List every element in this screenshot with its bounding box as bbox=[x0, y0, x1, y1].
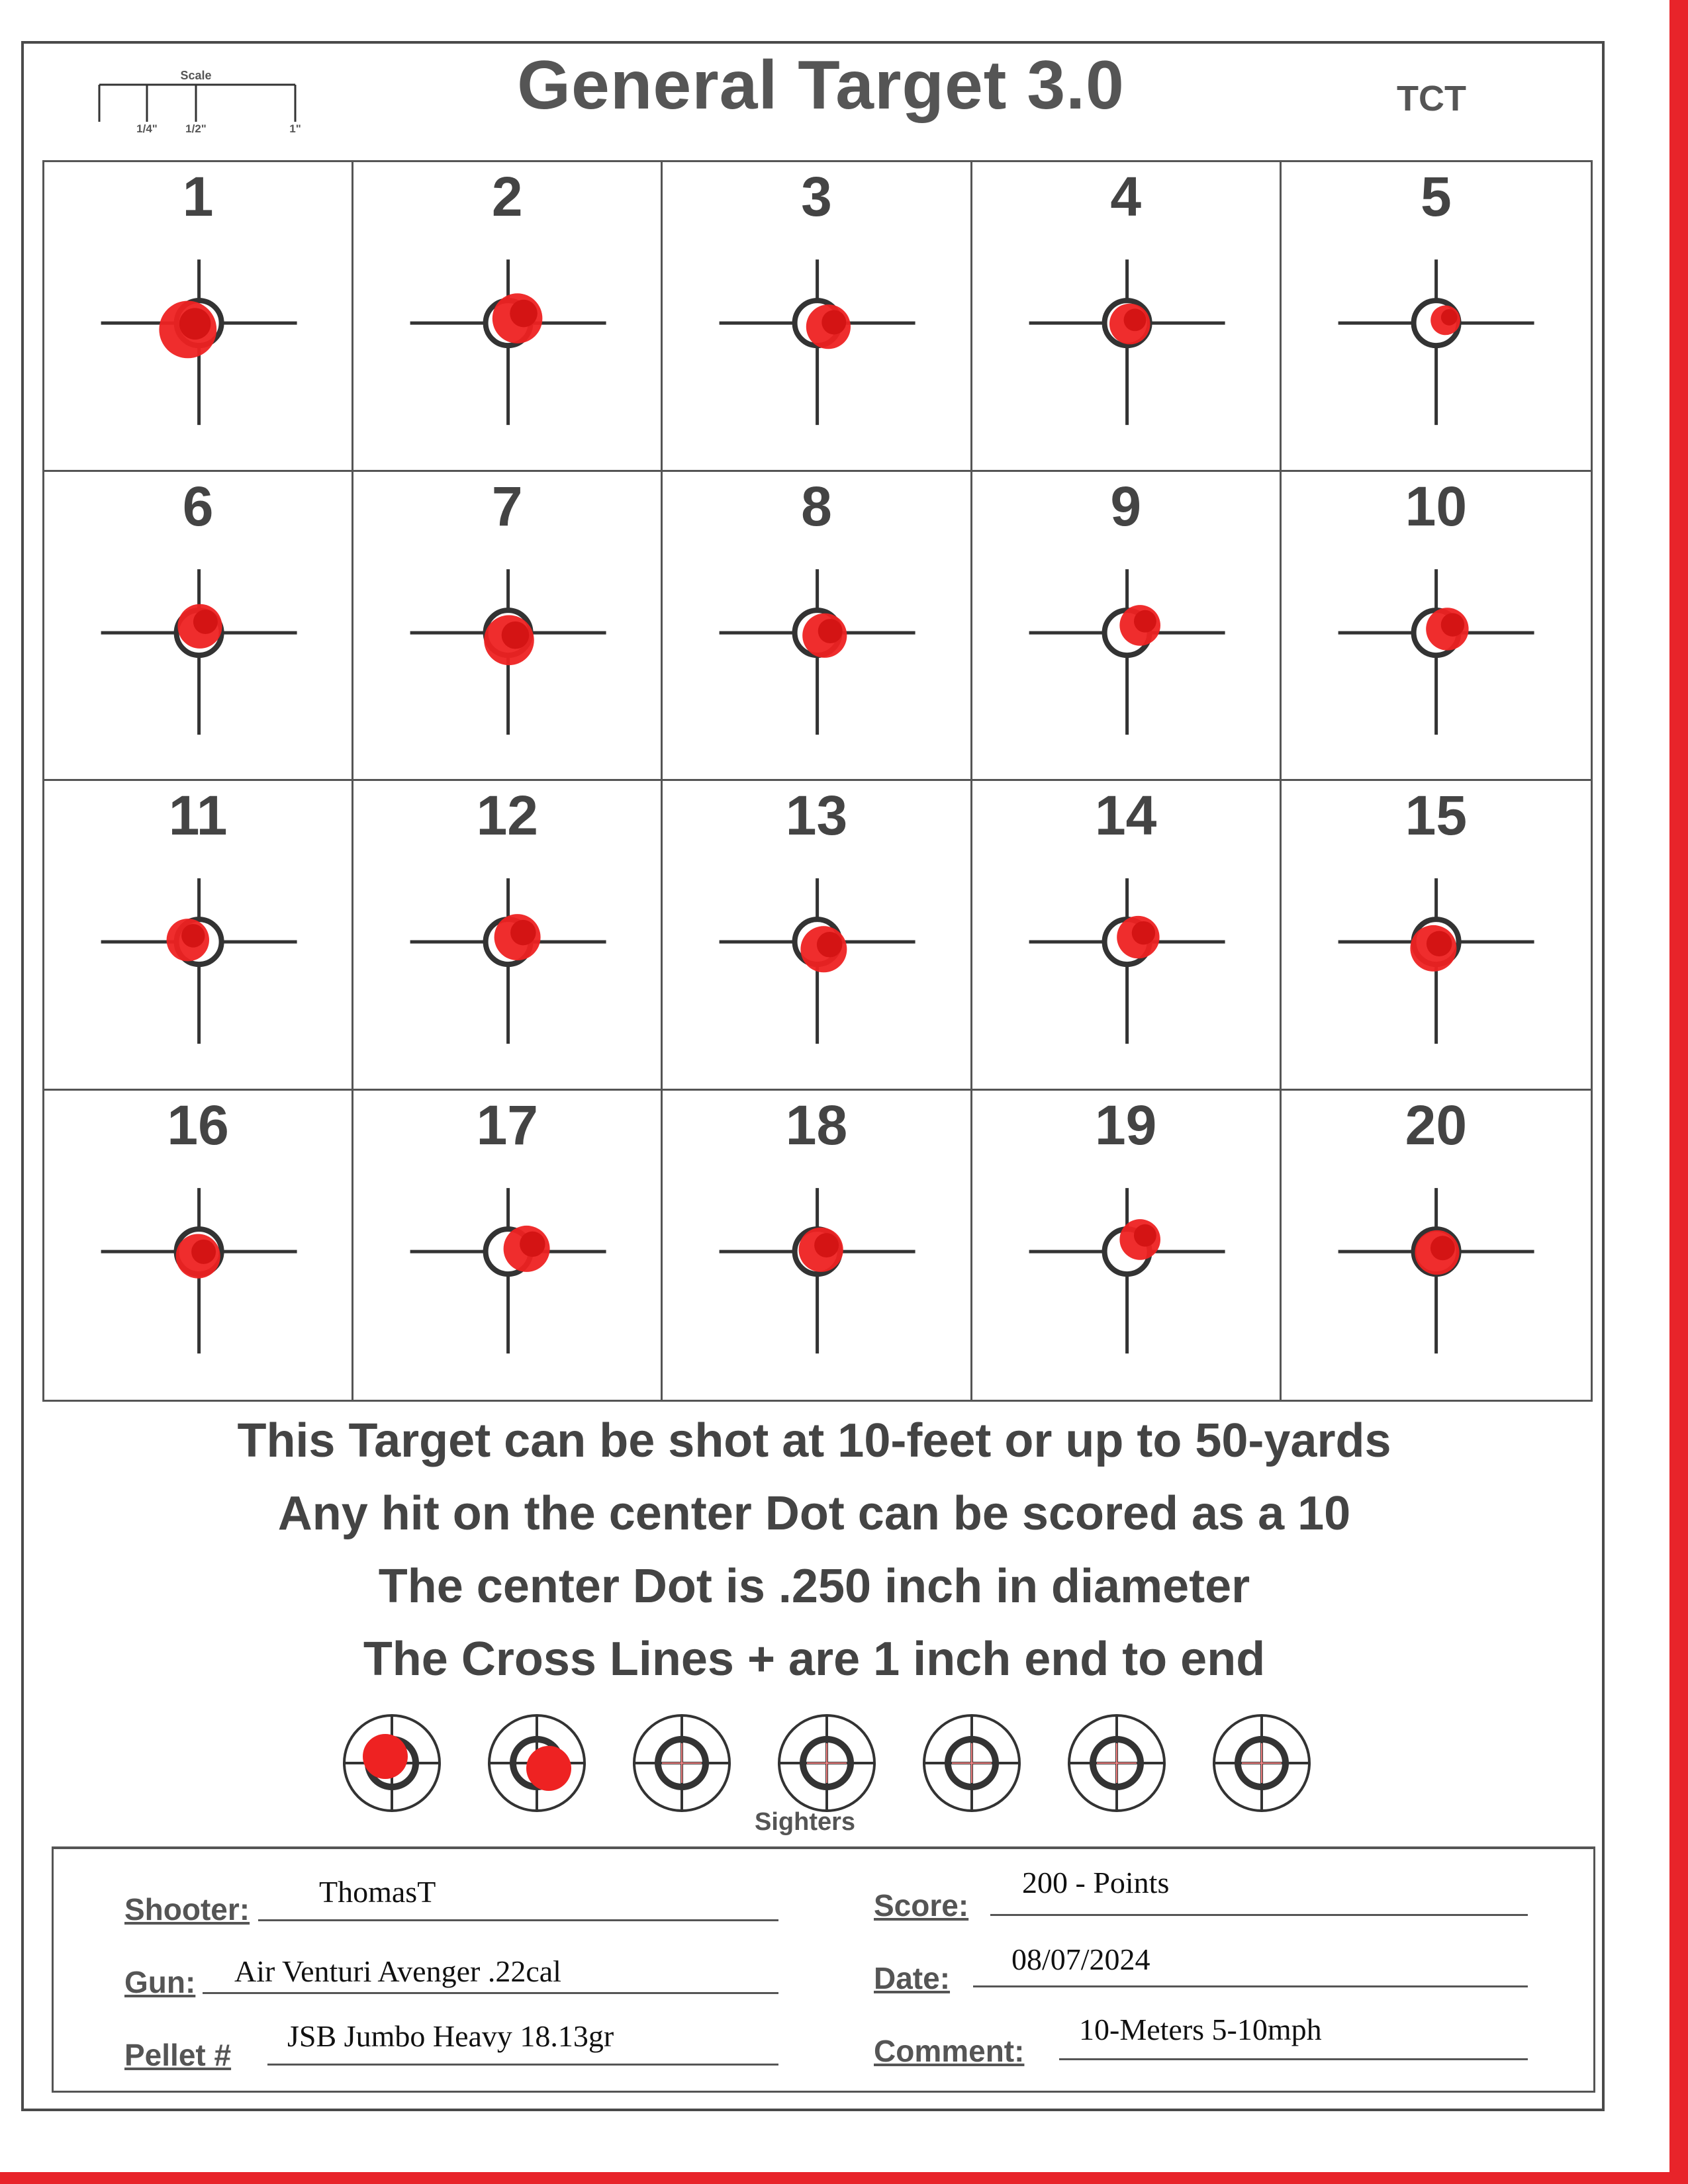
target-cell bbox=[972, 1091, 1282, 1400]
target-number: 19 bbox=[1094, 1093, 1157, 1156]
pellet-hole-core bbox=[822, 310, 847, 335]
pellet-hole-core bbox=[179, 308, 211, 340]
pellet-hole-core bbox=[520, 1231, 545, 1256]
pellet-hole-core bbox=[502, 621, 530, 649]
score-label: Score: bbox=[874, 1888, 969, 1923]
target-number: 11 bbox=[168, 784, 228, 846]
crosshair-target bbox=[1282, 162, 1591, 472]
target-cell bbox=[972, 781, 1282, 1091]
pellet-hole-core bbox=[1430, 1236, 1455, 1260]
pellet-hole-core bbox=[1134, 1224, 1156, 1246]
target-number: 6 bbox=[182, 475, 214, 537]
shooter-label: Shooter: bbox=[124, 1892, 250, 1927]
pellet-hole-core bbox=[1123, 308, 1146, 331]
crosshair-target bbox=[353, 472, 663, 782]
comment-label: Comment: bbox=[874, 2034, 1025, 2068]
gun-label: Gun: bbox=[124, 1965, 196, 1999]
sighter-pellet-hole bbox=[526, 1746, 571, 1791]
red-paper-edge-bottom bbox=[0, 2172, 1688, 2184]
target-number: 18 bbox=[785, 1093, 848, 1156]
score-value: 200 - Points bbox=[1022, 1866, 1170, 1899]
target-cell bbox=[663, 781, 972, 1091]
crosshair-target bbox=[44, 162, 353, 472]
pellet-hole-core bbox=[510, 920, 536, 945]
pellet-hole-core bbox=[191, 1239, 216, 1263]
target-cell bbox=[1282, 472, 1591, 782]
pellet-hole-core bbox=[1441, 613, 1464, 636]
score-line bbox=[990, 1914, 1528, 1916]
target-cell bbox=[1282, 162, 1591, 472]
crosshair-target bbox=[663, 472, 972, 782]
target-number: 7 bbox=[491, 475, 523, 537]
rule-line-1: This Target can be shot at 10-feet or up to 50-yards bbox=[237, 1414, 1391, 1467]
target-cell bbox=[44, 781, 353, 1091]
target-number: 8 bbox=[801, 475, 832, 537]
sighters-label: Sighters bbox=[755, 1808, 856, 1836]
target-cell bbox=[44, 1091, 353, 1400]
target-cell bbox=[663, 472, 972, 782]
scale-label: Scale bbox=[180, 69, 212, 82]
target-cell bbox=[353, 162, 663, 472]
red-paper-edge-right bbox=[1669, 0, 1688, 2184]
scale-legend bbox=[97, 69, 308, 135]
target-number: 14 bbox=[1094, 784, 1157, 846]
pellet-hole-core bbox=[181, 924, 205, 947]
tct-badge: TCT bbox=[1397, 79, 1466, 118]
target-cell bbox=[972, 472, 1282, 782]
target-cell bbox=[44, 472, 353, 782]
crosshair-target bbox=[972, 1091, 1282, 1400]
sighter-target bbox=[920, 1711, 1023, 1815]
target-number: 16 bbox=[167, 1093, 229, 1156]
page-title: General Target 3.0 bbox=[517, 47, 1125, 124]
target-number: 13 bbox=[785, 784, 848, 846]
pellet-hole-core bbox=[1131, 921, 1154, 944]
target-number: 17 bbox=[476, 1093, 538, 1156]
rule-line-3: The center Dot is .250 inch in diameter bbox=[378, 1560, 1250, 1613]
pellet-line bbox=[267, 2064, 778, 2066]
crosshair-target bbox=[663, 1091, 972, 1400]
sighter-target bbox=[775, 1711, 878, 1815]
sighter-target bbox=[1065, 1711, 1168, 1815]
sighter-target bbox=[340, 1711, 444, 1815]
scale-tick-half: 1/2" bbox=[185, 122, 207, 135]
pellet-hole-core bbox=[818, 619, 843, 643]
crosshair-target bbox=[44, 781, 353, 1091]
comment-line bbox=[1059, 2058, 1528, 2060]
target-number: 9 bbox=[1110, 475, 1142, 537]
target-number: 4 bbox=[1110, 165, 1142, 228]
target-cell bbox=[353, 1091, 663, 1400]
date-line bbox=[973, 1985, 1528, 1987]
target-grid bbox=[42, 160, 1593, 1402]
target-number: 3 bbox=[801, 165, 832, 228]
pellet-hole-core bbox=[817, 932, 842, 957]
target-cell bbox=[1282, 1091, 1591, 1400]
target-cell bbox=[663, 1091, 972, 1400]
target-number: 15 bbox=[1405, 784, 1468, 846]
crosshair-target bbox=[972, 472, 1282, 782]
crosshair-target bbox=[1282, 1091, 1591, 1400]
pellet-hole-core bbox=[815, 1233, 839, 1257]
target-cell bbox=[353, 781, 663, 1091]
shooter-value: ThomasT bbox=[319, 1875, 436, 1909]
target-cell bbox=[1282, 781, 1591, 1091]
rule-line-4: The Cross Lines + are 1 inch end to end bbox=[363, 1633, 1266, 1686]
crosshair-target bbox=[44, 472, 353, 782]
target-number: 2 bbox=[491, 165, 523, 228]
target-number: 1 bbox=[182, 165, 214, 228]
date-label: Date: bbox=[874, 1961, 951, 1995]
sighter-target bbox=[485, 1711, 588, 1815]
sighter-pellet-hole bbox=[363, 1734, 408, 1779]
pellet-hole-core bbox=[510, 300, 538, 328]
pellet-label: Pellet # bbox=[124, 2038, 232, 2072]
pellet-hole-core bbox=[1427, 931, 1452, 956]
target-cell bbox=[353, 472, 663, 782]
shooter-line bbox=[258, 1919, 778, 1921]
pellet-value: JSB Jumbo Heavy 18.13gr bbox=[287, 2019, 614, 2053]
scale-tick-inch: 1" bbox=[289, 122, 301, 135]
date-value: 08/07/2024 bbox=[1011, 1942, 1150, 1976]
target-number: 10 bbox=[1405, 475, 1468, 537]
rule-line-2: Any hit on the center Dot can be scored as a 10 bbox=[277, 1487, 1351, 1540]
target-cell bbox=[663, 162, 972, 472]
crosshair-target bbox=[663, 781, 972, 1091]
pellet-hole-core bbox=[1134, 610, 1156, 632]
crosshair-target bbox=[1282, 781, 1591, 1091]
crosshair-target bbox=[44, 1091, 353, 1400]
comment-value: 10-Meters 5-10mph bbox=[1079, 2013, 1322, 2046]
crosshair-target bbox=[353, 162, 663, 472]
sighter-target bbox=[1210, 1711, 1313, 1815]
gun-value: Air Venturi Avenger .22cal bbox=[234, 1954, 561, 1988]
crosshair-target bbox=[1282, 472, 1591, 782]
pellet-hole-core bbox=[1441, 309, 1458, 326]
crosshair-target bbox=[972, 162, 1282, 472]
target-number: 20 bbox=[1405, 1093, 1468, 1156]
pellet-hole-core bbox=[193, 610, 218, 634]
crosshair-target bbox=[353, 1091, 663, 1400]
target-number: 5 bbox=[1421, 165, 1452, 228]
target-number: 12 bbox=[476, 784, 538, 846]
target-cell bbox=[972, 162, 1282, 472]
sighter-target bbox=[630, 1711, 733, 1815]
crosshair-target bbox=[353, 781, 663, 1091]
target-cell bbox=[44, 162, 353, 472]
gun-line bbox=[203, 1992, 778, 1994]
crosshair-target bbox=[663, 162, 972, 472]
scale-tick-quarter: 1/4" bbox=[136, 122, 158, 135]
crosshair-target bbox=[972, 781, 1282, 1091]
